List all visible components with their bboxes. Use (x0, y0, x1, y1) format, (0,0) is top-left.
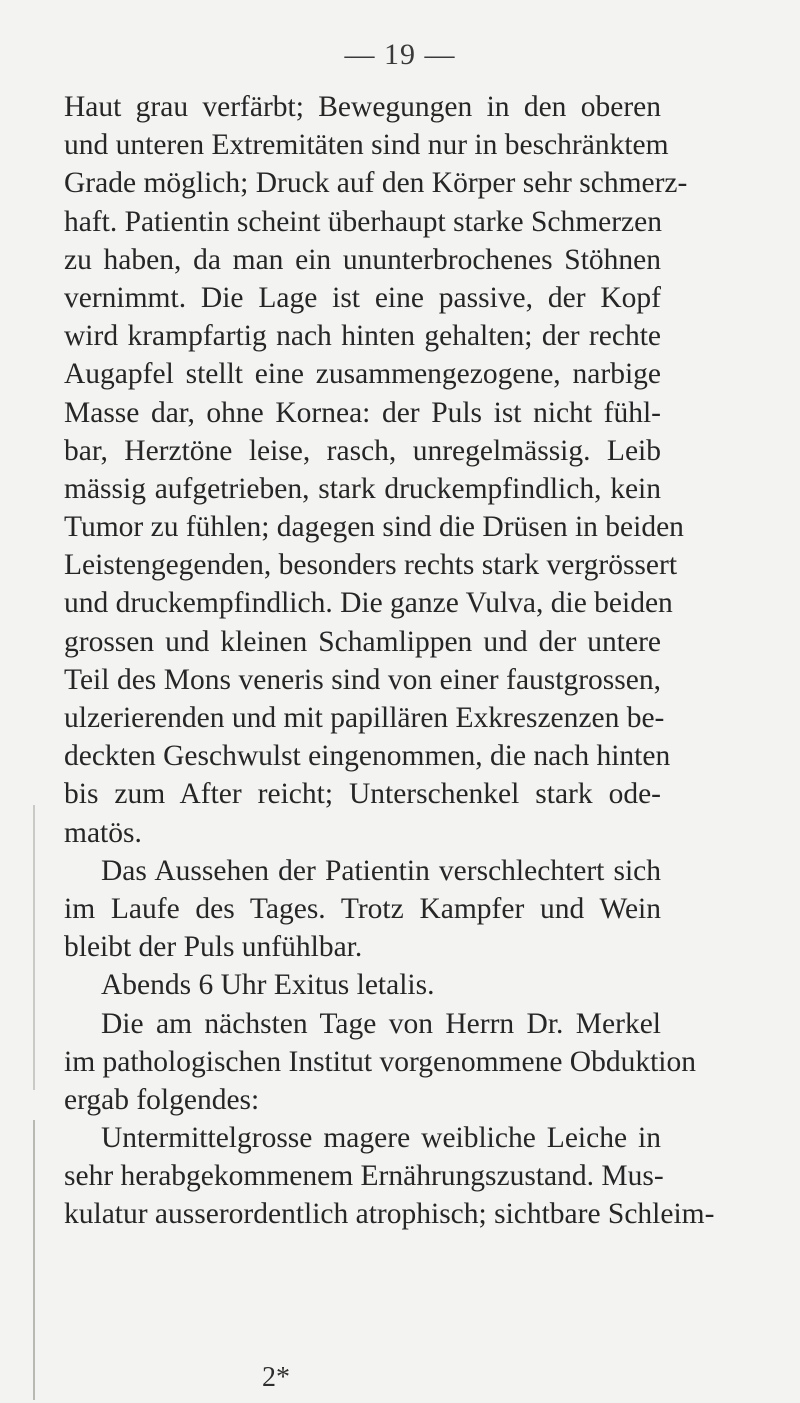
text-line: Masse dar, ohne Kornea: der Puls ist nicht fühl- (64, 396, 661, 429)
text-line: im pathologischen Institut vorgenommene Obduktion (64, 1045, 696, 1078)
body-text (64, 88, 715, 1234)
text-line: und druckempfindlich. Die ganze Vulva, die beiden (64, 587, 673, 620)
text-line: Leistengegenden, besonders rechts stark vergrössert (64, 549, 678, 582)
text-line: ergab folgendes: (64, 1083, 260, 1116)
text-line: im Laufe des Tages. Trotz Kampfer und Wein (64, 892, 661, 925)
page-number: — 19 — (344, 38, 456, 71)
text-line: haft. Patientin scheint überhaupt starke Schmerzen (64, 205, 662, 238)
text-line: wird krampfartig nach hinten gehalten; der rechte (64, 320, 661, 353)
text-line: Teil des Mons veneris sind von einer faustgrossen, (64, 663, 661, 696)
text-line: bis zum After reicht; Unterschenkel stark ode- (64, 778, 661, 811)
text-line: Tumor zu fühlen; dagegen sind die Drüsen in beiden (64, 511, 684, 544)
text-line: mässig aufgetrieben, stark druckempfindlich, kein (64, 472, 661, 505)
text-line: vernimmt. Die Lage ist eine passive, der Kopf (64, 281, 661, 314)
text-line: Grade möglich; Druck auf den Körper sehr schmerz- (64, 167, 688, 200)
text-line: Die am nächsten Tage von Herrn Dr. Merkel (101, 1007, 661, 1040)
text-line: Untermittelgrosse magere weibliche Leiche in (101, 1122, 661, 1155)
signature-mark: 2* (262, 1362, 290, 1393)
text-line: deckten Geschwulst eingenommen, die nach hinten (64, 740, 671, 773)
text-line: bleibt der Puls unfühlbar. (64, 931, 363, 964)
text-line: zu haben, da man ein ununterbrochenes Stöhnen (64, 243, 661, 276)
text-line: und unteren Extremitäten sind nur in beschränktem (64, 129, 669, 162)
text-line: Augapfel stellt eine zusammengezogene, narbige (64, 358, 661, 391)
binding-shadow-upper (33, 805, 35, 1090)
text-line: Das Aussehen der Patientin verschlechtert sich (101, 854, 661, 887)
binding-shadow-lower (33, 1120, 35, 1400)
text-line: matös. (64, 816, 142, 849)
text-line: Haut grau verfärbt; Bewegungen in den oberen (64, 91, 661, 123)
text-line: sehr herabgekommenem Ernährungszustand. Mus- (64, 1160, 664, 1193)
text-line: kulatur ausserordentlich atrophisch; sichtbare Schleim- (64, 1198, 715, 1231)
text-line: Abends 6 Uhr Exitus letalis. (101, 969, 435, 1002)
text-line: grossen und kleinen Schamlippen und der untere (64, 625, 661, 658)
text-line: bar, Herztöne leise, rasch, unregelmässig. Leib (64, 434, 661, 467)
text-line: ulzerierenden und mit papillären Exkreszenzen be- (64, 702, 665, 734)
